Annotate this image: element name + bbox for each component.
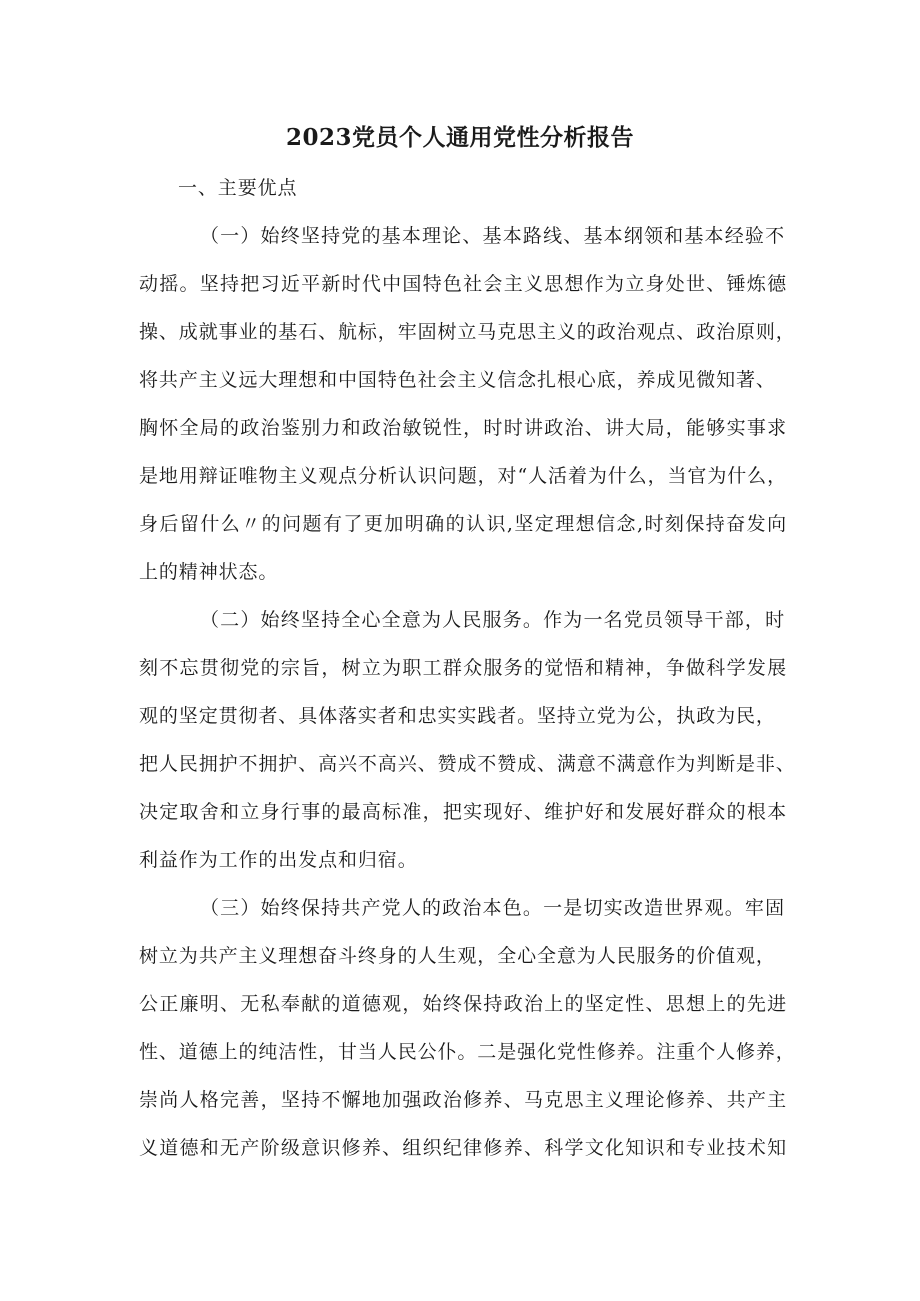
paragraph-line: 观的坚定贯彻者、具体落实者和忠实实践者。坚持立党为公，执政为民， xyxy=(139,705,776,727)
paragraph-line: （三）始终保持共产党人的政治本色。一是切实改造世界观。牢固 xyxy=(200,897,785,919)
paragraph-line: 将共产主义远大理想和中国特色社会主义信念扎根心底，养成见微知著、 xyxy=(139,369,776,391)
paragraph-line: 把人民拥护不拥护、高兴不高兴、赞成不赞成、满意不满意作为判断是非、 xyxy=(139,753,796,775)
paragraph-line: 公正廉明、无私奉献的道德观，始终保持政治上的坚定性、思想上的先进 xyxy=(139,993,787,1015)
paragraph-line: 上的精神状态。 xyxy=(139,561,279,583)
paragraph-line: （一）始终坚持党的基本理论、基本路线、基本纲领和基本经验不 xyxy=(200,225,785,247)
paragraph-line: 义道德和无产阶级意识修养、组织纪律修养、科学文化知识和专业技术知 xyxy=(139,1137,787,1159)
paragraph-line: （二）始终坚持全心全意为人民服务。作为一名党员领导干部，时 xyxy=(200,609,785,631)
paragraph-line: 身后留什么〃的问题有了更加明确的认识,坚定理想信念,时刻保持奋发向 xyxy=(139,513,787,535)
paragraph-line: 是地用辩证唯物主义观点分析认识问题，对“人活着为什么，当官为什么， xyxy=(139,465,787,487)
paragraph-line: 崇尚人格完善，坚持不懈地加强政治修养、马克思主义理论修养、共产主 xyxy=(139,1089,787,1111)
document-title: 2023党员个人通用党性分析报告 xyxy=(285,124,634,151)
paragraph-line: 树立为共产主义理想奋斗终身的人生观，全心全意为人民服务的价值观， xyxy=(139,945,776,967)
section-heading: 一、主要优点 xyxy=(178,177,298,199)
paragraph-line: 刻不忘贯彻党的宗旨，树立为职工群众服务的觉悟和精神，争做科学发展 xyxy=(139,657,787,679)
paragraph-line: 操、成就事业的基石、航标，牢固树立马克思主义的政治观点、政治原则， xyxy=(139,321,796,343)
paragraph-line: 动摇。坚持把习近平新时代中国特色社会主义思想作为立身处世、锤炼德 xyxy=(139,273,787,295)
paragraph-line: 决定取舍和立身行事的最高标准，把实现好、维护好和发展好群众的根本 xyxy=(139,801,787,823)
paragraph-line: 胸怀全局的政治鉴别力和政治敏锐性，时时讲政治、讲大局，能够实事求 xyxy=(139,417,787,439)
paragraph-line: 性、道德上的纯洁性，甘当人民公仆。二是强化党性修养。注重个人修养， xyxy=(139,1041,796,1063)
paragraph-line: 利益作为工作的出发点和归宿。 xyxy=(139,849,418,871)
